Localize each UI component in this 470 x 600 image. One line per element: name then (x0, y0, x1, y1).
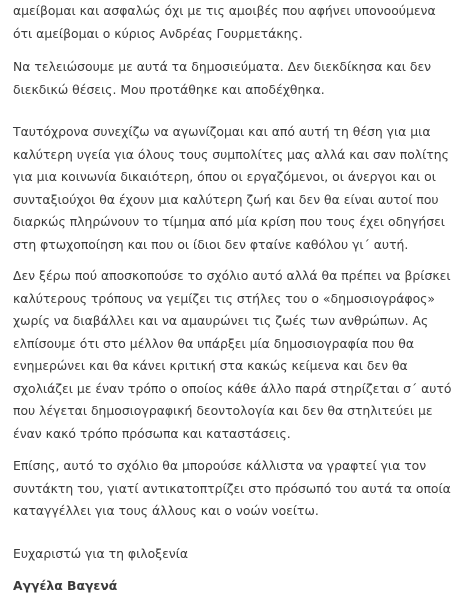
paragraph-3-line-4: συνταξιούχοι θα έχουν μια καλύτερη ζωή και δεν θα είναι αυτοί που (13, 191, 439, 207)
paragraph-4-line-3: χωρίς να διαβάλλει και να αμαυρώνει τις ζωές των ανθρώπων. Ας (13, 313, 429, 328)
paragraph-5-line-3: καταγγέλλει για τους άλλους και ο νοών νοείτω. (13, 503, 319, 518)
paragraph-4-line-6: σχολιάζει με έναν τρόπο ο οποίος κάθε άλλο παρά στηρίζεται σ΄ αυτό (13, 380, 452, 396)
paragraph-2-line-1: Να τελειώσουμε με αυτά τα δημοσιεύματα. Δεν διεκδίκησα και δεν (13, 59, 432, 74)
paragraph-1 (13, 0, 436, 45)
paragraph-1-line-1: αμείβομαι και ασφαλώς όχι με τις αμοιβές που αφήνει υπονοούμενα (13, 3, 436, 18)
paragraph-2-line-2: διεκδικώ θέσεις. Μου προτάθηκε και αποδέχθηκα. (13, 81, 325, 97)
paragraph-5-line-1: Επίσης, αυτό το σχόλιο θα μπορούσε κάλλιστα να γραφτεί για τον (13, 458, 427, 473)
paragraph-6 (13, 543, 188, 566)
paragraph-4-line-8: έναν κακό τρόπο πρόσωπα και καταστάσεις. (13, 425, 291, 441)
paragraph-3-line-3: για μια κοινωνία δικαιότερη, όπου οι εργαζόμενοι, οι άνεργοι και οι (13, 169, 436, 184)
paragraph-4-line-2: καλύτερους τρόπους να γεμίζει τις στήλες του ο «δημοσιογράφος» (13, 290, 436, 306)
paragraph-4-line-5: ενημερώνει και θα κάνει κριτική στα κακώς κείμενα και δεν θα (13, 358, 408, 373)
paragraph-3-line-5: διαρκώς πληρώνουν το τίμημα από μία κρίση που τους έχει οδηγήσει (13, 214, 446, 229)
paragraph-2 (13, 56, 431, 101)
paragraph-3-line-1: Ταυτόχρονα συνεχίζω να αγωνίζομαι και από αυτή τη θέση για μια (13, 124, 431, 139)
paragraph-5-line-2: συντάκτη του, γιατί αντικατοπτρίζει στο πρόσωπό του αυτά τα οποία (13, 480, 451, 496)
paragraph-1-line-2: ότι αμείβομαι ο κύριος Ανδρέας Γουρμετάκης. (13, 25, 303, 41)
paragraph-6-line-1: Ευχαριστώ για τη φιλοξενία (13, 546, 189, 561)
paragraph-3 (13, 121, 449, 256)
author-name: Αγγέλα Βαγενά (13, 578, 118, 593)
paragraph-4-line-4: ελπίσουμε ότι στο μέλλον θα υπάρξει μία δημοσιογραφία που θα (13, 335, 415, 351)
author-signature (13, 575, 117, 598)
paragraph-4-line-1: Δεν ξέρω πού αποσκοπούσε το σχόλιο αυτό αλλά θα πρέπει να βρίσκει (13, 268, 451, 283)
paragraph-4-line-7: που λέγεται δημοσιογραφική δεοντολογία και δεν θα στηλιτεύει με (13, 403, 433, 418)
paragraph-3-line-6: στη φτωχοποίηση και που οι ίδιοι δεν φταίνε καθόλου γι΄ αυτή. (13, 236, 409, 252)
paragraph-4 (13, 265, 451, 445)
paragraph-3-line-2: καλύτερη υγεία για όλους τους συμπολίτες μας αλλά και σαν πολίτης (13, 146, 449, 162)
paragraph-5 (13, 455, 451, 523)
